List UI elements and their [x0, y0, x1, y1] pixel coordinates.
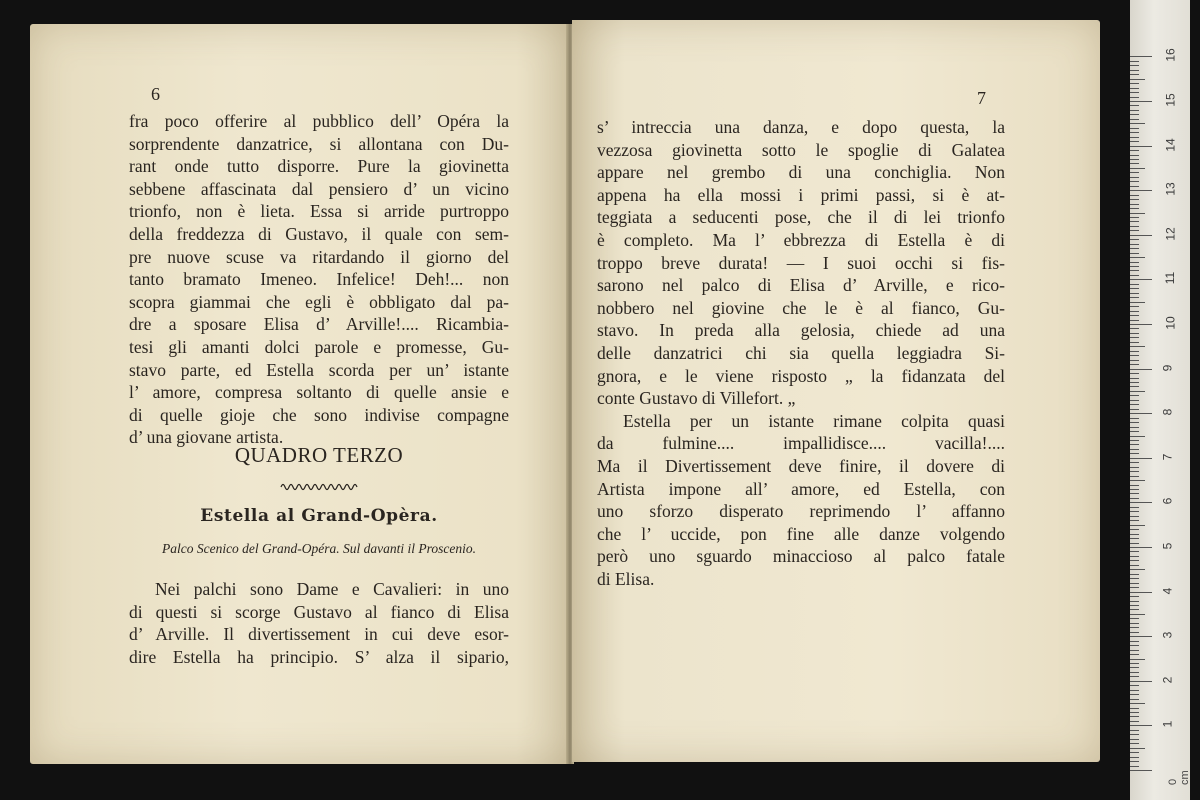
- ruler-tick: [1130, 328, 1139, 329]
- ruler-number: 13: [1163, 182, 1178, 196]
- ruler-tick: [1130, 88, 1139, 89]
- ruler-tick: [1130, 712, 1139, 713]
- ruler-tick: [1130, 694, 1139, 695]
- ruler-tick: [1130, 342, 1139, 343]
- ruler-tick: [1130, 730, 1139, 731]
- ruler-tick: [1130, 534, 1139, 535]
- ruler-tick: [1130, 770, 1152, 771]
- ruler-tick: [1130, 560, 1139, 561]
- ruler-tick: [1130, 302, 1145, 303]
- ruler-tick: [1130, 172, 1139, 173]
- ruler-tick: [1130, 489, 1139, 490]
- ruler-tick: [1130, 498, 1139, 499]
- ruler-tick: [1130, 516, 1139, 517]
- ruler-tick: [1130, 462, 1139, 463]
- text-line: teggiata a seducenti pose, che il di lei trionfo: [597, 207, 1005, 228]
- section-title: QUADRO TERZO: [234, 443, 404, 467]
- left-body-text: [129, 110, 509, 449]
- ruler-tick: [1130, 569, 1145, 570]
- ruler-tick: [1130, 177, 1139, 178]
- ruler-tick: [1130, 699, 1139, 700]
- ruler-tick: [1130, 458, 1152, 459]
- ruler-tick: [1130, 369, 1152, 370]
- ruler-tick: [1130, 279, 1152, 280]
- ruler-tick: [1130, 360, 1139, 361]
- left-page: [30, 24, 570, 764]
- ruler-tick: [1130, 422, 1139, 423]
- ruler-number: 16: [1163, 48, 1178, 63]
- ruler-number: 8: [1160, 408, 1175, 416]
- ruler-tick: [1130, 128, 1139, 129]
- ruler-tick: [1130, 119, 1139, 120]
- ruler-tick: [1130, 748, 1145, 749]
- text-line: tanto bramato Imeneo. Infelice! Deh!... non: [129, 269, 509, 290]
- ruler-number: 14: [1163, 137, 1178, 152]
- ruler-tick: [1130, 650, 1139, 651]
- ruler-tick: [1130, 480, 1145, 481]
- text-line: sarono nel palco di Elisa d’ Arville, e rico-: [597, 275, 1005, 296]
- ruler-tick: [1130, 623, 1139, 624]
- ruler-tick: [1130, 721, 1139, 722]
- text-line: conte Gustavo di Villefort. „: [597, 388, 796, 409]
- ornament-divider: [279, 481, 361, 493]
- ruler-tick: [1130, 654, 1139, 655]
- ruler-tick: [1130, 449, 1139, 450]
- ruler-tick: [1130, 244, 1139, 245]
- ruler-tick: [1130, 320, 1139, 321]
- text-line: sebbene affascinata dal pensiero d’ un vicino: [129, 178, 509, 199]
- text-line: Nei palchi sono Dame e Cavalieri: in uno: [155, 579, 509, 599]
- text-line: appare nel grembo di una conchiglia. Non: [597, 162, 1005, 183]
- ruler-tick: [1130, 716, 1139, 717]
- text-line: appena ha ella mossi i primi passi, si è at-: [597, 184, 1005, 205]
- ruler-tick: [1130, 257, 1145, 258]
- ruler-tick: [1130, 672, 1139, 673]
- text-line: delle danzatrici chi sia quella leggiadra Si-: [597, 342, 1005, 363]
- text-line: vezzosa giovinetta sotto le spoglie di Galatea: [597, 139, 1005, 160]
- text-line: dire Estella ha principio. S’ alza il sipario,: [129, 646, 509, 667]
- text-line: l’ amore, compresa soltanto di quelle ansie e: [129, 382, 509, 403]
- left-scene-text: [129, 578, 509, 668]
- ruler-tick: [1130, 453, 1139, 454]
- ruler-number: 5: [1160, 542, 1175, 550]
- ruler-tick: [1130, 253, 1139, 254]
- ruler-tick: [1130, 583, 1139, 584]
- ruler-tick: [1130, 110, 1139, 111]
- ruler-number: 10: [1163, 316, 1178, 330]
- ruler-tick: [1130, 529, 1139, 530]
- ruler-tick: [1130, 587, 1139, 588]
- text-line: dre a sposare Elisa d’ Arville!.... Ricambia-: [129, 314, 509, 335]
- ruler-tick: [1130, 409, 1139, 410]
- ruler-tick: [1130, 471, 1139, 472]
- ruler-tick: [1130, 614, 1145, 615]
- ruler-tick: [1130, 676, 1139, 677]
- ruler-tick: [1130, 382, 1139, 383]
- ruler-tick: [1130, 659, 1145, 660]
- ruler-tick: [1130, 284, 1139, 285]
- ruler-number: 15: [1163, 93, 1178, 107]
- ruler-tick: [1130, 373, 1139, 374]
- ruler-tick: [1130, 311, 1139, 312]
- ruler-tick: [1130, 538, 1139, 539]
- ruler-tick: [1130, 190, 1152, 191]
- ruler-tick: [1130, 493, 1139, 494]
- ruler-tick: [1130, 645, 1139, 646]
- ruler-tick: [1130, 565, 1139, 566]
- ruler-tick: [1130, 83, 1139, 84]
- text-line: uno sforzo disperato reprimendo l’ affanno: [597, 501, 1005, 522]
- ruler-tick: [1130, 137, 1139, 138]
- ruler-tick: [1130, 427, 1139, 428]
- text-line: di quelle gioje che sono indivise compagne: [129, 404, 509, 425]
- ruler-tick: [1130, 297, 1139, 298]
- ruler-tick: [1130, 485, 1139, 486]
- ruler-tick: [1130, 641, 1139, 642]
- ruler-tick: [1130, 92, 1139, 93]
- ruler-tick: [1130, 364, 1139, 365]
- ruler-tick: [1130, 690, 1139, 691]
- ruler-tick: [1130, 476, 1139, 477]
- ruler-number: 7: [1160, 453, 1175, 461]
- ruler-tick: [1130, 288, 1139, 289]
- ruler-tick: [1130, 306, 1139, 307]
- ruler-tick: [1130, 431, 1139, 432]
- ruler-tick: [1130, 324, 1152, 325]
- ruler-number: 4: [1160, 587, 1175, 594]
- ruler-tick: [1130, 757, 1139, 758]
- ruler-tick: [1130, 386, 1139, 387]
- ruler-tick: [1130, 547, 1152, 548]
- ruler-tick: [1130, 105, 1139, 106]
- ruler-tick: [1130, 708, 1139, 709]
- ruler-tick: [1130, 275, 1139, 276]
- ruler-tick: [1130, 186, 1139, 187]
- ruler-tick: [1130, 315, 1139, 316]
- text-line: Estella per un istante rimane colpita quasi: [623, 410, 1005, 431]
- ruler-tick: [1130, 270, 1139, 271]
- text-line: stavo parte, ed Estella scorda per un’ istante: [129, 359, 509, 380]
- ruler-tick: [1130, 725, 1152, 726]
- ruler-tick: [1130, 761, 1139, 762]
- ruler-tick: [1130, 61, 1139, 62]
- ruler-tick: [1130, 123, 1145, 124]
- ruler-tick: [1130, 511, 1139, 512]
- ruler-number: 2: [1160, 676, 1175, 684]
- ruler-tick: [1130, 248, 1139, 249]
- stage-direction: Palco Scenico del Grand-Opéra. Sul davanti il Proscenio.: [161, 541, 477, 556]
- ruler-tick: [1130, 355, 1139, 356]
- ruler-tick: [1130, 213, 1145, 214]
- ruler-tick: [1130, 418, 1139, 419]
- measurement-ruler: [1130, 0, 1190, 800]
- ruler-tick: [1130, 79, 1145, 80]
- ruler-tick: [1130, 667, 1139, 668]
- ruler-tick: [1130, 65, 1139, 66]
- ruler-tick: [1130, 574, 1139, 575]
- ruler-tick: [1130, 333, 1139, 334]
- ruler-tick: [1130, 601, 1139, 602]
- right-body-text: [597, 116, 1005, 590]
- ruler-tick: [1130, 337, 1139, 338]
- ruler-tick: [1130, 70, 1139, 71]
- ruler-tick: [1130, 217, 1139, 218]
- ruler-tick: [1130, 609, 1139, 610]
- text-line: però uno sguardo minaccioso al palco fatale: [597, 546, 1005, 567]
- ruler-tick: [1130, 346, 1145, 347]
- ruler-tick: [1130, 400, 1139, 401]
- ruler-tick: [1130, 543, 1139, 544]
- right-page: [572, 20, 1100, 762]
- text-line: d’ Arville. Il divertissement in cui deve esor-: [129, 624, 509, 645]
- ruler-tick: [1130, 97, 1139, 98]
- text-line: scopra giammai che egli è obbligato dal pa-: [129, 291, 509, 312]
- ruler-tick: [1130, 681, 1152, 682]
- ruler-tick: [1130, 378, 1139, 379]
- text-line: d’ una giovane artista.: [129, 427, 284, 448]
- ruler-tick: [1130, 221, 1139, 222]
- ruler-tick: [1130, 351, 1139, 352]
- text-line: di Elisa.: [597, 568, 655, 589]
- text-line: stavo. In preda alla gelosia, chiede ad una: [597, 320, 1005, 341]
- ruler-number: 3: [1160, 631, 1175, 639]
- ruler-tick: [1130, 391, 1145, 392]
- ruler-tick: [1130, 703, 1145, 704]
- text-line: gnora, e le viene risposto „ la fidanzata del: [597, 365, 1005, 386]
- ruler-tick: [1130, 743, 1139, 744]
- ruler-unit-label: 0 cm: [1167, 770, 1191, 785]
- ruler-tick: [1130, 632, 1139, 633]
- ruler-number: 6: [1160, 498, 1175, 505]
- ruler-tick: [1130, 150, 1139, 151]
- text-line: Ma il Divertissement deve finire, il dovere di: [597, 455, 1005, 476]
- ruler-tick: [1130, 235, 1152, 236]
- ruler-tick: [1130, 596, 1139, 597]
- ruler-tick: [1130, 440, 1139, 441]
- ruler-tick: [1130, 395, 1139, 396]
- ruler-tick: [1130, 195, 1139, 196]
- text-line: fra poco offerire al pubblico dell’ Opéra la: [129, 111, 509, 131]
- ruler-tick: [1130, 663, 1139, 664]
- page-number-right: 7: [977, 88, 986, 108]
- ruler-tick: [1130, 636, 1152, 637]
- ruler-tick: [1130, 578, 1139, 579]
- ruler-tick: [1130, 163, 1139, 164]
- ruler-tick: [1130, 132, 1139, 133]
- text-line: s’ intreccia una danza, e dopo questa, la: [597, 117, 1005, 137]
- ruler-tick: [1130, 444, 1139, 445]
- ruler-tick: [1130, 467, 1139, 468]
- text-line: della freddezza di Gustavo, il quale con sem-: [129, 223, 509, 244]
- ruler-tick: [1130, 605, 1139, 606]
- ruler-number: 12: [1163, 227, 1178, 241]
- ruler-tick: [1130, 239, 1139, 240]
- text-line: di questi si scorge Gustavo al fianco di Elisa: [129, 601, 509, 622]
- text-line: trionfo, non è lieta. Essa si arride purtroppo: [129, 201, 509, 222]
- ruler-tick: [1130, 230, 1139, 231]
- ruler-number: 11: [1163, 272, 1178, 285]
- text-line: Artista impone all’ amore, ed Estella, con: [597, 478, 1005, 499]
- text-line: troppo breve durata! — I suoi occhi si fis-: [597, 252, 1005, 273]
- ruler-tick: [1130, 168, 1145, 169]
- ruler-tick: [1130, 525, 1145, 526]
- ruler-tick: [1130, 226, 1139, 227]
- ruler-tick: [1130, 146, 1152, 147]
- text-line: da fulmine.... impallidisce.... vacilla!....: [597, 433, 1005, 454]
- ruler-tick: [1130, 507, 1139, 508]
- ruler-number: 9: [1160, 364, 1175, 371]
- ruler-tick: [1130, 114, 1139, 115]
- ruler-tick: [1130, 502, 1152, 503]
- text-line: rant onde tutto disporre. Pure la giovinetta: [129, 156, 509, 177]
- ruler-number: 1: [1160, 721, 1175, 728]
- ruler-tick: [1130, 181, 1139, 182]
- ruler-tick: [1130, 592, 1152, 593]
- ruler-tick: [1130, 618, 1139, 619]
- section-subtitle: Estella al Grand-Opèra.: [200, 506, 438, 526]
- ruler-tick: [1130, 101, 1152, 102]
- ruler-tick: [1130, 293, 1139, 294]
- ruler-tick: [1130, 413, 1152, 414]
- page-number-left: 6: [151, 84, 160, 104]
- ruler-tick: [1130, 766, 1139, 767]
- ruler-tick: [1130, 551, 1139, 552]
- text-line: che l’ uccide, pon fine alle danze volgendo: [597, 523, 1005, 544]
- text-line: nobbero nel giovine che le è al fianco, Gu-: [597, 297, 1005, 318]
- ruler-tick: [1130, 204, 1139, 205]
- ruler-tick: [1130, 685, 1139, 686]
- ruler-tick: [1130, 199, 1139, 200]
- ruler-tick: [1130, 74, 1139, 75]
- ruler-tick: [1130, 404, 1139, 405]
- ruler-tick: [1130, 752, 1139, 753]
- text-line: pre nuove scuse va ritardando il giorno del: [129, 246, 509, 267]
- ruler-tick: [1130, 141, 1139, 142]
- text-line: tesi gli amanti dolci parole e promesse, Gu-: [129, 336, 509, 357]
- ruler-tick: [1130, 56, 1152, 57]
- ruler-tick: [1130, 436, 1145, 437]
- text-line: è completo. Ma l’ ebbrezza di Estella è di: [597, 229, 1005, 250]
- ruler-tick: [1130, 208, 1139, 209]
- ruler-tick: [1130, 739, 1139, 740]
- ruler-tick: [1130, 159, 1139, 160]
- ruler-tick: [1130, 627, 1139, 628]
- ruler-tick: [1130, 155, 1139, 156]
- ruler-tick: [1130, 266, 1139, 267]
- ruler-tick: [1130, 556, 1139, 557]
- ruler-tick: [1130, 734, 1139, 735]
- ruler-tick: [1130, 520, 1139, 521]
- ruler-tick: [1130, 262, 1139, 263]
- text-line: sorprendente danzatrice, si allontana con Du-: [129, 133, 509, 154]
